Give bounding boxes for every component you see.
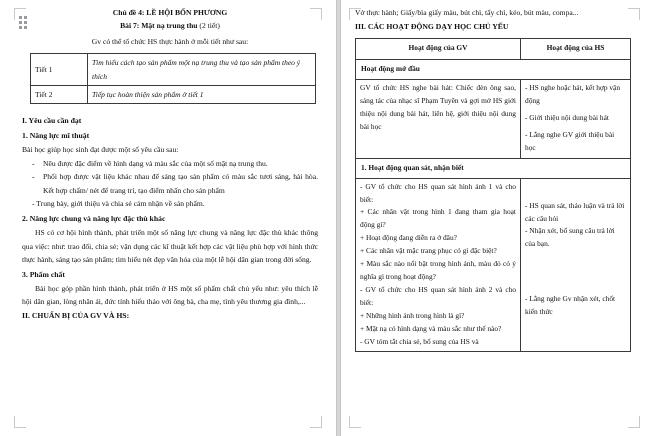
lesson-subtitle bbox=[22, 19, 318, 32]
lesson-table bbox=[30, 53, 316, 104]
activity-gv-text: - GV tổ chức cho HS quan sát hình ảnh 2 và cho biết: bbox=[360, 284, 516, 307]
competency-bullet-list bbox=[22, 157, 318, 198]
section-heading-ii: II. CHUẨN BỊ CỦA GV VÀ HS: bbox=[22, 311, 130, 321]
section-paragraph: Bài học giúp học sinh đạt được một số yêu cầu sau: bbox=[22, 145, 179, 155]
lesson-row-label: Tiết 1 bbox=[31, 54, 88, 86]
section-heading-1: 1. Năng lực mĩ thuật bbox=[22, 131, 90, 141]
activity-gv-text: - GV tóm tắt chia sẻ, bổ sung của HS và bbox=[360, 336, 479, 346]
activity-hs-text: - Giới thiệu nội dung bài hát bbox=[525, 113, 609, 123]
bullet-dash-icon: - bbox=[32, 172, 35, 182]
lesson-subtitle-bold: Bài 7: Mặt nạ trung thu bbox=[120, 21, 198, 31]
activity-hs-text: - Lắng nghe Gv nhận xét, chốt kiến thức bbox=[525, 294, 616, 317]
activity-hs-text: - HS nghe hoặc hát, kết hợp vận động bbox=[525, 83, 621, 106]
activity-gv-text: + Hoạt động đang diễn ra ở đâu? bbox=[360, 233, 457, 243]
column-header-hs: Hoạt động của HS bbox=[521, 39, 631, 60]
activity-gv-cell bbox=[356, 178, 521, 352]
activity-hs-cell bbox=[521, 80, 631, 159]
activity-gv-text: GV tổ chức HS nghe bài hát: Chiếc đèn ông sao, sáng tác của nhạc sĩ Phạm Tuyên và gợi mở HS giới thiệu nội dung bài hát, liên hệ, giới thiệu nội dung bài học bbox=[360, 83, 516, 131]
activity-hs-cell bbox=[521, 178, 631, 352]
activity-section-title: 1. Hoạt động quan sát, nhận biết bbox=[356, 158, 631, 178]
activity-gv-text: - GV tổ chức cho HS quan sát hình ảnh 1 và cho biết: bbox=[360, 181, 516, 204]
lesson-row-label: Tiết 2 bbox=[31, 85, 88, 103]
section-heading-i: I. Yêu cầu cần đạt bbox=[22, 116, 82, 126]
right-page-body bbox=[355, 6, 639, 352]
lesson-table-wrap bbox=[30, 53, 316, 104]
table-row bbox=[31, 85, 316, 103]
list-item-text: Phối hợp được vật liệu khác nhau để sáng tạo sản phẩm có màu sắc tươi sáng, hài hòa. Kết hợp chấm/ nét để trang trí, tạo điểm nhấn cho sản phẩm bbox=[43, 172, 318, 195]
table-row bbox=[31, 54, 316, 86]
section-heading-2: 2. Năng lực chung và năng lực đặc thù khác bbox=[22, 214, 166, 224]
activity-gv-text: + Màu sắc nào nổi bật trong hình ảnh, màu đỏ có ý nghĩa gì trong hoạt động? bbox=[360, 259, 516, 281]
activity-table bbox=[355, 38, 631, 352]
crop-mark-bottom-right bbox=[310, 416, 322, 428]
list-item-text: Nêu được đặc điểm về hình dạng và màu sắc của một số mặt nạ trung thu. bbox=[43, 158, 268, 168]
table-row bbox=[356, 178, 631, 352]
activity-gv-text: + Các nhân vật trong hình 1 đang tham gia hoạt động gì? bbox=[360, 207, 516, 230]
lesson-row-content: Tiếp tục hoàn thiện sản phẩm ở tiết 1 bbox=[88, 85, 316, 103]
intro-text: Gv có thể tổ chức HS thực hành ở mỗi tiết như sau: bbox=[91, 36, 249, 46]
materials-line: Vở thực hành; Giấy/bìa giấy màu, bút chì, tẩy chì, kéo, bút màu, compa... bbox=[355, 8, 579, 17]
list-item bbox=[22, 170, 318, 197]
page-title: Chủ đề 4: LỀ HỘI BỐN PHƯƠNG bbox=[112, 8, 228, 17]
activity-section-title: Hoạt động mở đầu bbox=[356, 60, 631, 80]
lesson-subtitle-rest: (2 tiết) bbox=[197, 21, 220, 31]
table-row bbox=[356, 80, 631, 159]
activity-gv-cell bbox=[356, 80, 521, 159]
activity-hs-text: - Lắng nghe GV giới thiệu bài học bbox=[525, 129, 615, 152]
crop-mark-bottom-left bbox=[14, 416, 26, 428]
table-header-row bbox=[356, 39, 631, 60]
crop-mark-bottom-left bbox=[349, 416, 361, 428]
activity-hs-text: - Nhận xét, bổ sung câu trả lời của bạn. bbox=[525, 226, 615, 249]
lesson-row-content: Tìm hiểu cách tạo sản phẩm một nạ trung thu và tạo sản phẩm theo ý thích bbox=[88, 54, 316, 86]
activity-hs-text: - HS quan sát, thảo luận và trả lời các câu hỏi bbox=[525, 200, 625, 223]
page-right bbox=[341, 0, 650, 436]
section-paragraph-2: HS có cơ hội hình thành, phát triển một số năng lực chung và năng lực đặc thù khác thông qua việc: như: trao đổi, chia sẻ; vận dụng các kĩ thuật kết hợp các vật liệu phù hợp với hình thức thực hành, sáng tạo sản phẩm; tìm hiểu nét đẹp văn hóa của một lễ hội dân gian trong đời sống. bbox=[22, 228, 318, 265]
activity-gv-text: + Những hình ảnh trong hình là gì? bbox=[360, 310, 465, 320]
dash-line: - Trung bày, giới thiệu và chia sẻ cảm nhận về sản phẩm. bbox=[32, 199, 205, 209]
bullet-dash-icon: - bbox=[32, 158, 35, 168]
table-section-row bbox=[356, 158, 631, 178]
section-paragraph-3: Bài học góp phần hình thành, phát triển ở HS một số phẩm chất chủ yếu như: yêu thích lễ hội dân gian, lòng nhân ái, đức tính hiếu thảo với ông bà, cha mẹ, tình yêu thương gia đình,... bbox=[22, 283, 318, 307]
crop-mark-bottom-right bbox=[628, 416, 640, 428]
left-page-body bbox=[22, 6, 318, 323]
column-header-gv: Hoạt động của GV bbox=[356, 39, 521, 60]
section-heading-3: 3. Phẩm chất bbox=[22, 269, 65, 279]
section-heading-iii: III. CÁC HOẠT ĐỘNG DẠY HỌC CHỦ YẾU bbox=[355, 22, 509, 32]
list-item bbox=[22, 157, 318, 171]
activity-gv-text: + Các nhân vật mặc trang phục có gì đặc biệt? bbox=[360, 246, 497, 256]
activity-gv-text: + Mặt nạ có hình dạng và màu sắc như thế nào? bbox=[360, 323, 502, 333]
table-section-row bbox=[356, 60, 631, 80]
